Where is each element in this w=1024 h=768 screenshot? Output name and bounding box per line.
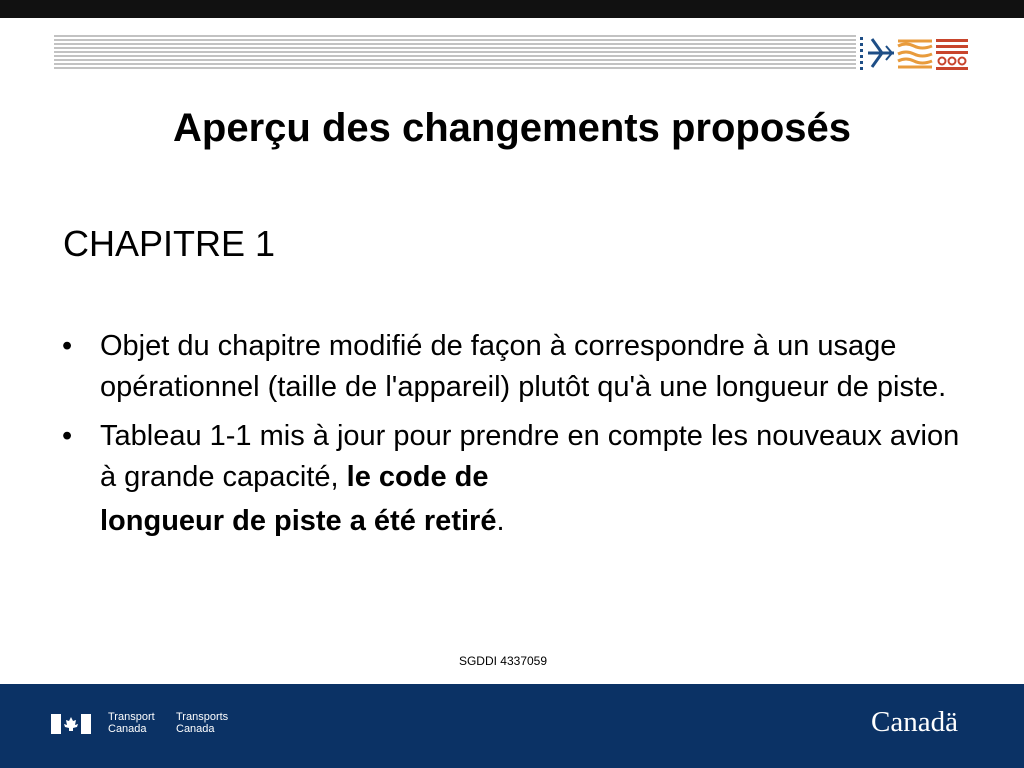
bullet-mark: • — [62, 420, 73, 452]
transport-mode-icons — [856, 34, 970, 72]
chapter-heading: CHAPITRE 1 — [63, 223, 276, 264]
bullet-item — [62, 416, 962, 544]
bullet-list — [62, 326, 962, 552]
department-name-en — [108, 711, 155, 735]
bullet-text: Objet du chapitre modifié de façon à correspondre à un usage opérationnel (taille de l'appareil) plutôt qu'à une longueur de piste. — [100, 330, 947, 403]
ship-icon — [898, 41, 932, 67]
slide-title: Aperçu des changements proposés — [173, 106, 851, 150]
header-stripes — [54, 35, 968, 71]
bullet-item — [62, 326, 962, 408]
canada-wordmark: Canadä — [871, 706, 958, 738]
bullet-text: Tableau 1-1 mis à jour pour prendre en compte les nouveaux avion à grande capacité, — [100, 420, 960, 493]
train-icon — [936, 39, 968, 70]
top-bar — [0, 0, 1024, 18]
canada-flag-icon — [51, 714, 91, 734]
department-name-line: Canada — [176, 723, 215, 735]
department-name-line: Canada — [108, 723, 147, 735]
bullet-end: . — [496, 505, 505, 537]
department-name-line: Transport — [108, 711, 155, 723]
airplane-icon — [860, 37, 894, 70]
bullet-mark: • — [62, 330, 73, 362]
document-id: SGDDI 4337059 — [458, 654, 548, 668]
department-name-line: Transports — [176, 711, 229, 723]
department-name-fr — [176, 711, 228, 735]
bullet-bold-text: longueur de piste a été retiré — [100, 505, 497, 537]
bullet-bold-text: le code de — [346, 461, 489, 493]
